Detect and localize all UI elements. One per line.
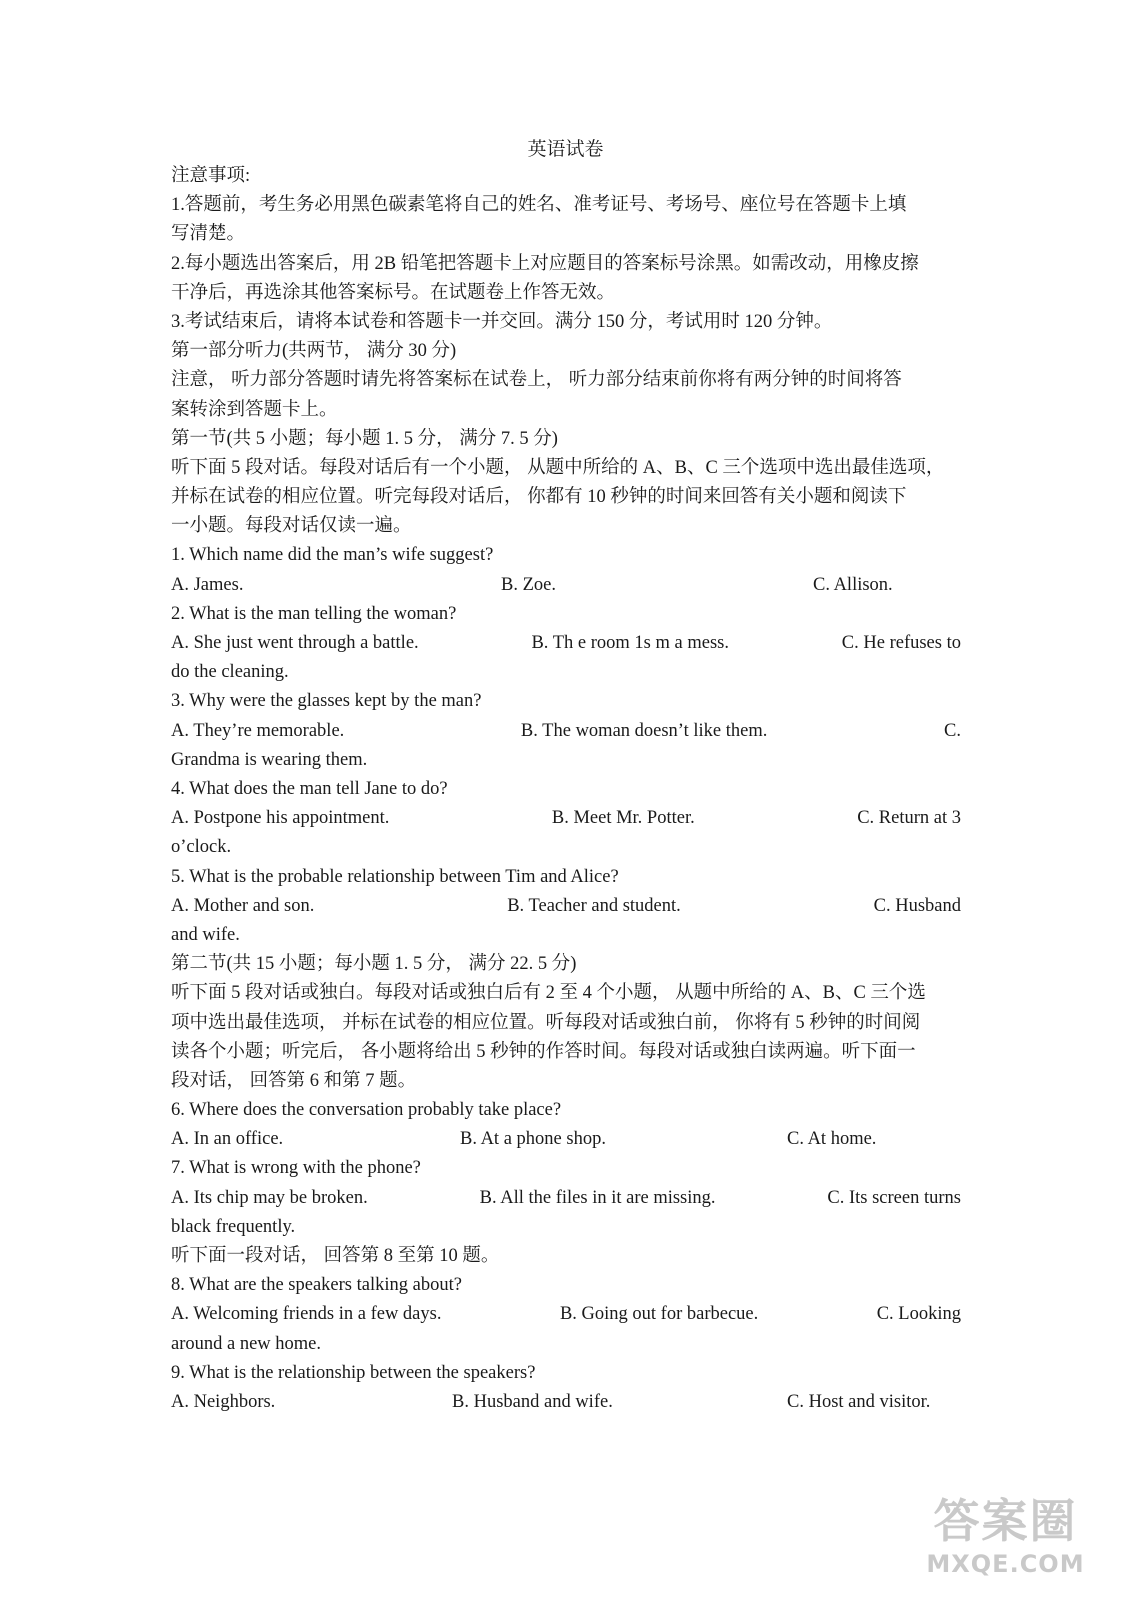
question-8-option-a: A. Welcoming friends in a few days.	[171, 1304, 442, 1325]
question-3-option-c: C.	[944, 720, 961, 741]
question-1-option-c: C. Allison.	[813, 574, 893, 595]
question-7-option-c-continued: black frequently.	[171, 1216, 296, 1237]
question-5-option-c: C. Husband	[873, 895, 961, 916]
notice-heading: 注意事项:	[171, 166, 251, 186]
notice-item-3: 3.考试结束后，请将本试卷和答题卡一并交回。满分 150 分，考试用时 120 分钟。	[171, 311, 833, 332]
question-4-option-a: A. Postpone his appointment.	[171, 808, 390, 829]
exam-content	[171, 162, 961, 1417]
question-6-option-c: C. At home.	[787, 1129, 877, 1150]
question-9-stem: 9. What is the relationship between the speakers?	[171, 1362, 536, 1383]
question-2-stem: 2. What is the man telling the woman?	[171, 603, 457, 624]
watermark-top-text: 答案圈	[933, 1494, 1078, 1548]
section1-instruction-line-1: 听下面 5 段对话。每段对话后有一个小题， 从题中所给的 A、B、C 三个选项中选出最佳选项，	[171, 457, 945, 478]
question-7-option-a: A. Its chip may be broken.	[171, 1187, 368, 1208]
question-2-option-c: C. He refuses to	[841, 633, 961, 653]
page-title: 英语试卷	[527, 139, 604, 160]
question-2-option-b: B. Th e room 1s m a mess.	[531, 633, 729, 653]
section2-instruction-line-3: 读各个小题；听完后， 各小题将给出 5 秒钟的作答时间。每段对话或独白读两遍。听下面一	[171, 1041, 916, 1062]
question-1-option-b: B. Zoe.	[501, 574, 556, 595]
question-9-options	[171, 1388, 961, 1417]
section2-instruction-line-2: 项中选出最佳选项， 并标在试卷的相应位置。听每段对话或独白前， 你将有 5 秒钟的时间阅	[171, 1012, 921, 1033]
question-1-options	[171, 571, 961, 600]
question-2-option-c-continued: do the cleaning.	[171, 662, 289, 683]
notice-item-1-line-2: 写清楚。	[171, 224, 246, 245]
question-5-stem: 5. What is the probable relationship between Tim and Alice?	[171, 866, 619, 887]
notice-item-2-line-2: 干净后，再选涂其他答案标号。在试题卷上作答无效。	[171, 282, 616, 303]
question-8-stem: 8. What are the speakers talking about?	[171, 1275, 462, 1296]
question-8-option-c: C. Looking	[876, 1304, 961, 1325]
question-4-option-c-continued: o’clock.	[171, 837, 232, 858]
question-9-option-a: A. Neighbors.	[171, 1391, 276, 1412]
question-7-options	[171, 1184, 961, 1242]
question-7-stem: 7. What is wrong with the phone?	[171, 1158, 421, 1179]
question-5-option-c-continued: and wife.	[171, 924, 240, 945]
section2-heading: 第二节(共 15 小题；每小题 1. 5 分， 满分 22. 5 分)	[171, 954, 577, 975]
section2-instruction-line-4: 段对话， 回答第 6 和第 7 题。	[171, 1070, 417, 1091]
section1-instruction-line-3: 一小题。每段对话仅读一遍。	[171, 516, 412, 537]
question-3-option-a: A. They’re memorable.	[171, 720, 345, 741]
question-5-option-b: B. Teacher and student.	[507, 895, 681, 916]
question-8-option-b: B. Going out for barbecue.	[559, 1304, 759, 1325]
section1-heading: 第一节(共 5 小题；每小题 1. 5 分， 满分 7. 5 分)	[171, 428, 558, 449]
question-3-option-b: B. The woman doesn’t like them.	[520, 720, 768, 741]
question-4-option-c: C. Return at 3	[857, 808, 961, 829]
question-9-option-c: C. Host and visitor.	[787, 1391, 931, 1412]
question-8-options	[171, 1300, 961, 1358]
question-2-options	[171, 629, 961, 687]
part1-note-line-2: 案转涂到答题卡上。	[171, 399, 338, 420]
dialog-8-10-instruction: 听下面一段对话， 回答第 8 至第 10 题。	[171, 1246, 500, 1267]
question-6-stem: 6. Where does the conversation probably take place?	[171, 1100, 562, 1121]
section2-instruction-line-1: 听下面 5 段对话或独白。每段对话或独白后有 2 至 4 个小题， 从题中所给的 A、B、C 三个选	[171, 983, 926, 1004]
question-9-option-b: B. Husband and wife.	[452, 1391, 613, 1412]
question-6-option-b: B. At a phone shop.	[460, 1129, 606, 1150]
question-4-stem: 4. What does the man tell Jane to do?	[171, 778, 448, 799]
question-6-option-a: A. In an office.	[171, 1129, 284, 1150]
question-7-option-c: C. Its screen turns	[827, 1187, 961, 1208]
question-5-option-a: A. Mother and son.	[171, 895, 315, 916]
question-3-options	[171, 717, 961, 775]
question-2-option-a: A. She just went through a battle.	[171, 633, 419, 653]
question-5-options	[171, 892, 961, 950]
question-4-options	[171, 804, 961, 862]
notice-item-2-line-1: 2.每小题选出答案后，用 2B 铅笔把答题卡上对应题目的答案标号涂黑。如需改动，用橡皮擦	[171, 253, 919, 274]
watermark-bottom-text: MXQE.COM	[926, 1550, 1085, 1578]
question-1-option-a: A. James.	[171, 574, 244, 595]
part1-note-line-1: 注意， 听力部分答题时请先将答案标在试卷上， 听力部分结束前你将有两分钟的时间将答	[171, 370, 902, 391]
question-3-option-c-continued: Grandma is wearing them.	[171, 749, 368, 770]
question-6-options	[171, 1125, 961, 1154]
section1-instruction-line-2: 并标在试卷的相应位置。听完每段对话后， 你都有 10 秒钟的时间来回答有关小题和阅读下	[171, 487, 907, 508]
notice-item-1-line-1: 1.答题前，考生务必用黑色碳素笔将自己的姓名、准考证号、考场号、座位号在答题卡上填	[171, 195, 907, 216]
question-4-option-b: B. Meet Mr. Potter.	[551, 808, 695, 829]
site-watermark-logo	[908, 1493, 1103, 1588]
question-7-option-b: B. All the files in it are missing.	[479, 1187, 716, 1208]
part1-heading: 第一部分听力(共两节， 满分 30 分)	[171, 341, 457, 362]
question-1-stem: 1. Which name did the man’s wife suggest?	[171, 545, 494, 566]
question-3-stem: 3. Why were the glasses kept by the man?	[171, 691, 482, 712]
question-8-option-c-continued: around a new home.	[171, 1333, 322, 1354]
